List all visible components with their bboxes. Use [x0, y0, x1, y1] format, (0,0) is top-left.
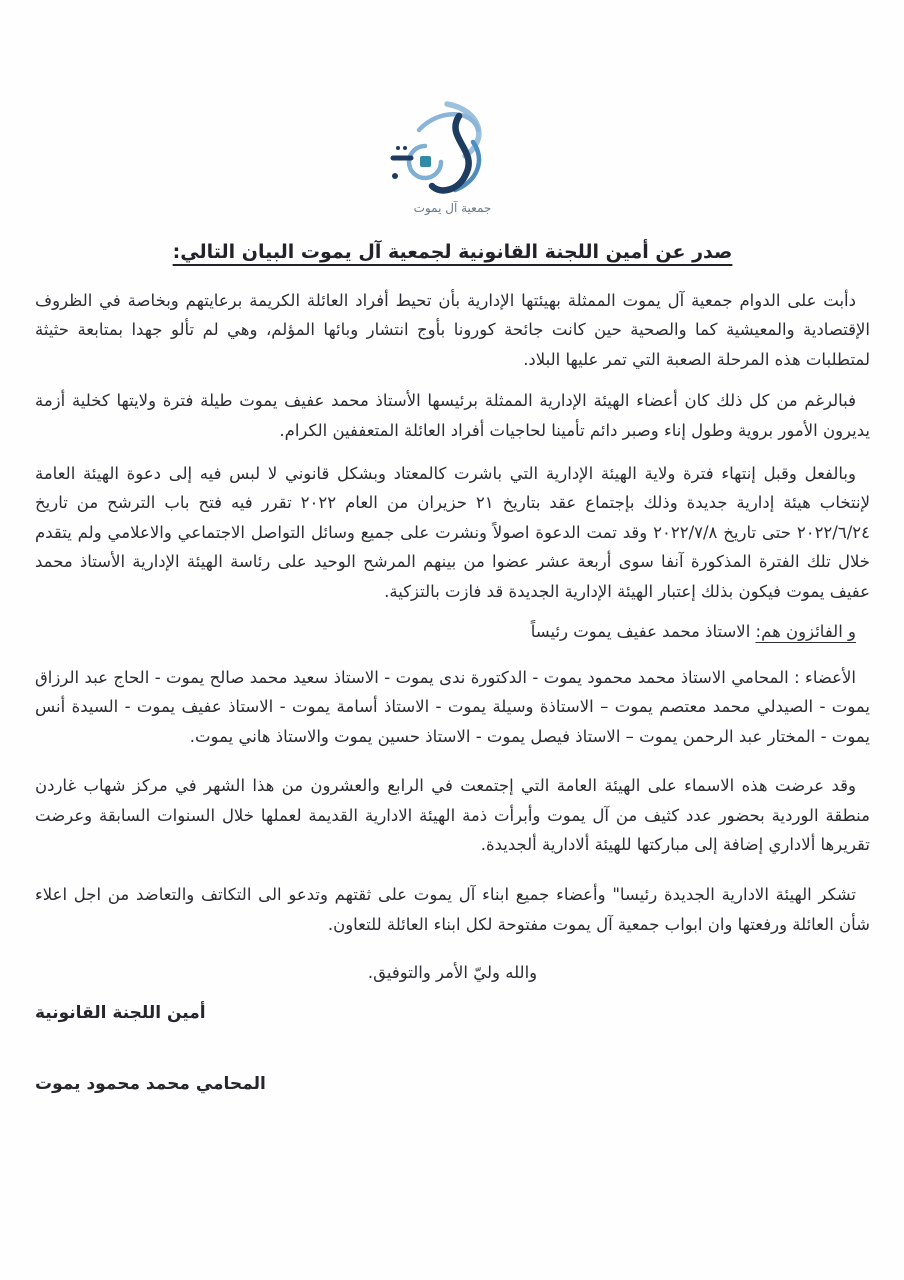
winners-line [35, 617, 870, 646]
winners-president: الاستاذ محمد عفيف يموت رئيساً [530, 622, 756, 642]
paragraph-intro: دأبت على الدوام جمعية آل يموت الممثلة بهيئتها الإدارية بأن تحيط أفراد العائلة الكريمة برعايتهم وبخاصة في الظروف الإقتصادية والمعيشية كما والصحية حين كانت جائحة كورونا بأوج انتشار وبائها المؤلم، وهي لم تألو جهدا بمتابعة حثيثة لمتطلبات هذه المرحلة الصعبة التي تمر عليها البلاد. [35, 291, 870, 369]
closing-line: والله وليّ الأمر والتوفيق. [367, 963, 538, 983]
paragraph-thanks: تشكر الهيئة الادارية الجديدة رئيسا" وأعضاء جميع ابناء آل يموت على ثقتهم وتدعو الى التكاتف والتعاضد من اجل اعلاء شأن العائلة ورفعتها وان ابواب جمعية آل يموت مفتوحة لكل ابناء العائلة للتعاون. [35, 885, 870, 934]
signature-name: المحامي محمد محمود يموت [35, 1074, 266, 1095]
association-logo-caption: جمعية آل يموت [413, 201, 492, 215]
association-logo-icon [383, 100, 523, 196]
paragraph-election-process: وبالفعل وقبل إنتهاء فترة ولاية الهيئة الإدارية التي باشرت كالمعتاد وبشكل قانوني لا لبس فيه إلى دعوة الهيئة العامة لإنتخاب هيئة إدارية جديدة وذلك بإجتماع عقد بتاريخ ٢١ حزيران من العام ٢٠٢٢ تقرر فيه فتح باب الترشح من تاريخ ٢٠٢٢/٦/٢٤ حتى تاريخ ٢٠٢٢/٧/٨ وقد تمت الدعوة اصولاً ونشرت على جميع وسائل التواصل الاجتماعي والاعلامي ولم يتقدم خلال تلك الفترة المذكورة آنفا سوى أربعة عشر عضوا من بينهم المرشح الوحيد على رئاسة الهيئة الإدارية الأستاذ محمد عفيف يموت فيكون بذلك إعتبار الهيئة الإدارية الجديدة قد فازت بالتزكية. [35, 464, 870, 601]
paragraph-members-list: الأعضاء : المحامي الاستاذ محمد محمود يموت - الدكتورة ندى يموت - الاستاذ سعيد محمد صالح يموت - الحاج عبد الرزاق يموت - الصيدلي محمد معتصم يموت – الاستاذة وسيلة يموت - الاستاذ أسامة يموت - الاستاذ عفيف يموت - السيدة أنس يموت - المختار عبد الرحمن يموت – الاستاذ فيصل يموت - الاستاذ حسين يموت والاستاذ هاني يموت. [35, 667, 870, 746]
paragraph-general-assembly: وقد عرضت هذه الاسماء على الهيئة العامة التي إجتمعت في الرابع والعشرون من هذا الشهر في مركز شهاب غاردن منطقة الوردية بحضور عدد كثيف من آل يموت وأبرأت ذمة الهيئة الادارية القديمة لعملها خلال السنوات السابقة وعرضت تقريرها ألاداري إضافة إلى مباركتها للهيئة ألادارية ألجديدة. [35, 776, 870, 854]
signature-role: أمين اللجنة القانونية [35, 1003, 206, 1024]
statement-title: صدر عن أمين اللجنة القانونية لجمعية آل يموت البيان التالي: [172, 241, 733, 263]
winners-label: و الفائزون هم: [755, 622, 856, 642]
association-logo [35, 100, 870, 215]
paragraph-board-praise: فبالرغم من كل ذلك كان أعضاء الهيئة الإدارية الممثلة برئيسها الأستاذ محمد عفيف يموت طيلة فترة ولايتها كخلية أزمة يديرون الأمور بروية وطول إناء وصبر دائم تأمينا لحاجيات أفراد العائلة المتعففين الكرام. [35, 391, 870, 440]
